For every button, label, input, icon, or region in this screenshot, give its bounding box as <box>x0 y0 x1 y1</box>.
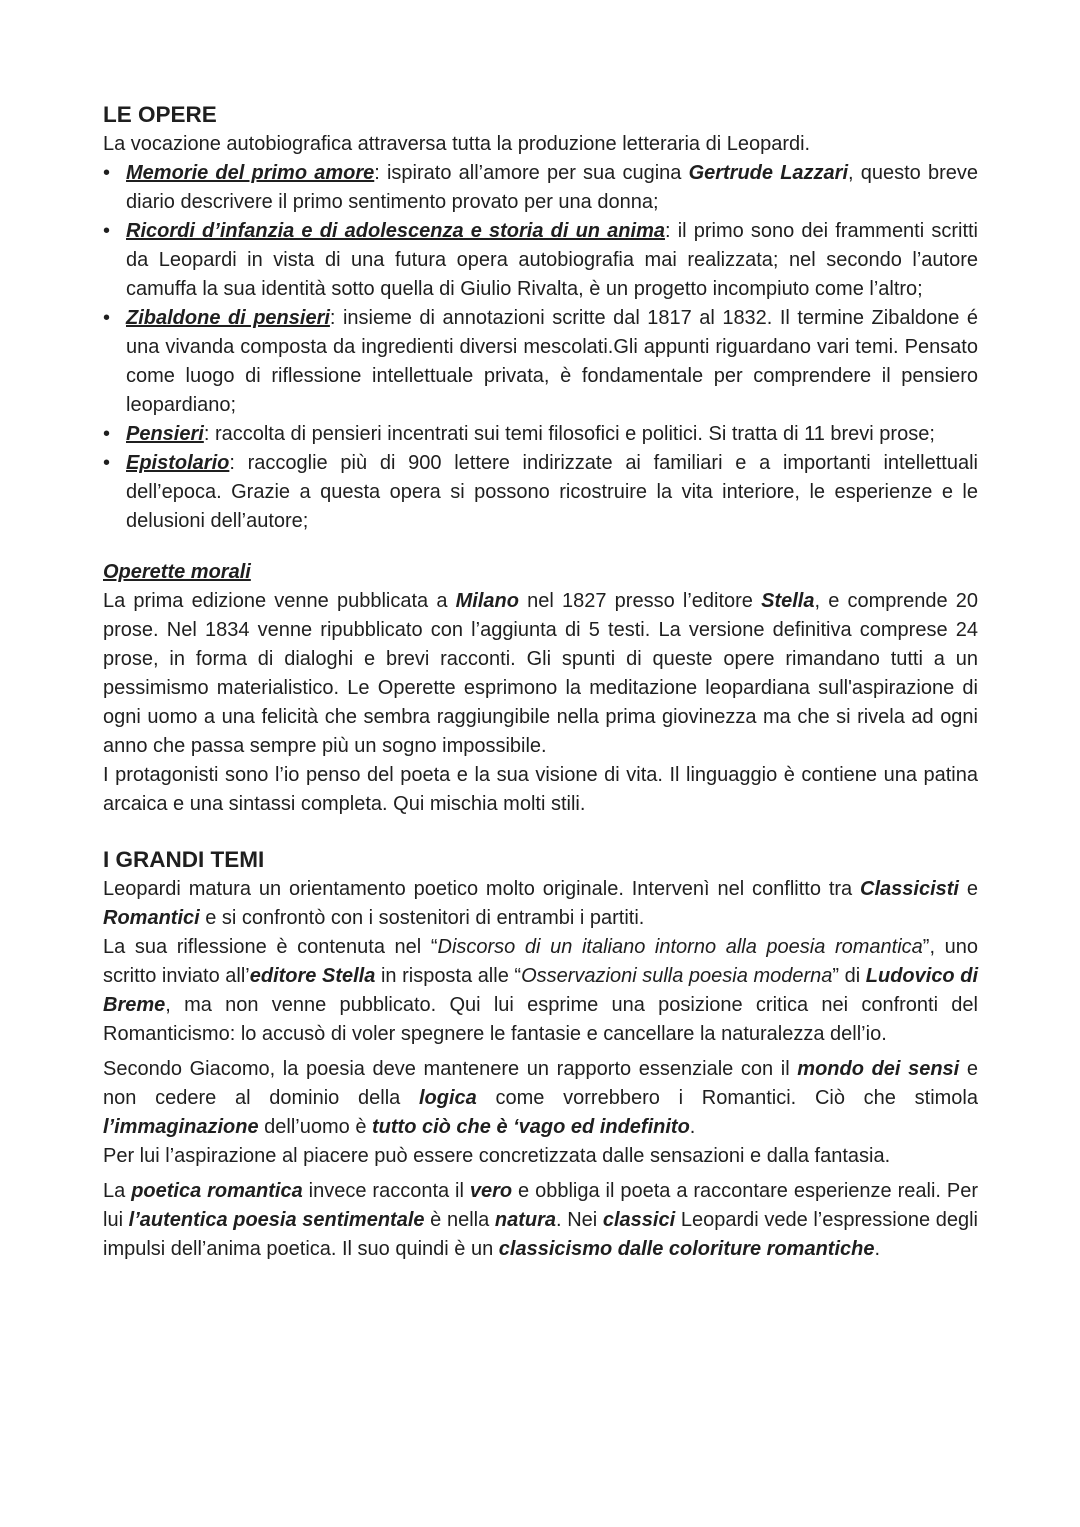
bullet-icon: • <box>103 307 111 329</box>
work-title: Pensieri <box>126 423 204 445</box>
work-citation: Osservazioni sulla poesia moderna <box>521 965 833 987</box>
person-name: Gertrude Lazzari <box>688 162 849 184</box>
list-item <box>103 304 978 420</box>
emphasis: natura <box>494 1209 556 1231</box>
temi-paragraph-3 <box>103 1055 978 1142</box>
text-run: e si confrontò con i sostenitori di entrambi i partiti. <box>199 907 645 929</box>
work-description: : ispirato all’amore per sua cugina <box>374 162 689 184</box>
text-run: dell’uomo è <box>258 1116 372 1138</box>
emphasis: mondo dei sensi <box>797 1058 960 1080</box>
temi-paragraph-2 <box>103 933 978 1049</box>
city-name: Milano <box>455 590 519 612</box>
emphasis: l’immaginazione <box>103 1116 259 1138</box>
work-description: : il primo sono dei frammenti scritti da Leopardi in vista di una futura opera autobiografia mai realizzata; nel secondo l’autore camuffa la sua identità sotto quella di Giulio Rivalta, è un progetto incompiuto come l’altro; <box>126 220 979 300</box>
work-description: : raccolta di pensieri incentrati sui temi filosofici e politici. Si tratta di 11 brevi prose; <box>203 423 935 445</box>
text-run: e non cedere al dominio della <box>103 1058 978 1109</box>
bullet-icon: • <box>103 452 111 474</box>
list-item <box>103 159 978 217</box>
temi-paragraph-4: Per lui l’aspirazione al piacere può essere concretizzata dalle sensazioni e dalla fantasia. <box>103 1145 891 1167</box>
bullet-icon: • <box>103 220 111 242</box>
emphasis: poetica romantica <box>131 1180 303 1202</box>
section-title-le-opere: LE OPERE <box>103 102 217 127</box>
work-description: : raccoglie più di 900 lettere indirizzate ai familiari e a importanti intellettuali dell’epoca. Grazie a questa opera si possono ricostruire la vita interiore, le esperienze e le delusioni dell’autore; <box>126 452 978 532</box>
temi-paragraph-5 <box>103 1177 978 1264</box>
text-run: , e comprende 20 prose. Nel 1834 venne ripubblicato con l’aggiunta di 5 testi. La versione definitiva comprese 24 prose, in forma di dialoghi e brevi racconti. Gli spunti di queste opere rimandano tutti a un pessimismo materialistico. Le Operette esprimono la meditazione leopardiana sull'aspirazione di ogni uomo a una felicità che sembra raggiungibile nella prima giovinezza ma che si rivela ad ogni anno che passa sempre più un sogno impossibile. <box>103 590 978 757</box>
text-run: in risposta alle “ <box>375 965 522 987</box>
emphasis: Classicisti <box>860 878 959 900</box>
bullet-icon: • <box>103 162 111 184</box>
emphasis: Romantici <box>103 907 200 929</box>
operette-paragraph-2: I protagonisti sono l’io penso del poeta e la sua visione di vita. Il linguaggio è contiene una patina arcaica e una sintassi completa. Qui mischia molti stili. <box>103 764 978 815</box>
opere-intro: La vocazione autobiografica attraversa tutta la produzione letteraria di Leopardi. <box>103 133 811 155</box>
text-run: , ma non venne pubblicato. Qui lui esprime una posizione critica nei confronti del Romanticismo: lo accusò di voler spegnere le fantasie e cancellare la naturalezza dell’io. <box>103 994 978 1045</box>
emphasis: editore Stella <box>249 965 376 987</box>
bullet-icon: • <box>103 423 111 445</box>
works-list <box>103 159 978 536</box>
emphasis: l’autentica poesia sentimentale <box>128 1209 425 1231</box>
emphasis: logica <box>419 1087 477 1109</box>
list-item <box>103 449 978 536</box>
work-citation: Discorso di un italiano intorno alla poesia romantica <box>437 936 923 958</box>
list-item <box>103 217 978 304</box>
text-run: Leopardi matura un orientamento poetico molto originale. Intervenì nel conflitto tra <box>103 878 861 900</box>
work-description: , questo breve diario descrivere il primo sentimento provato per una donna; <box>126 162 978 213</box>
person-name: Ludovico di Breme <box>103 965 978 1016</box>
editor-name: Stella <box>761 590 815 612</box>
text-run: nel 1827 presso l’editore <box>518 590 762 612</box>
emphasis: classicismo dalle coloriture romantiche <box>498 1238 875 1260</box>
text-run: Secondo Giacomo, la poesia deve mantenere un rapporto essenziale con il <box>103 1058 798 1080</box>
work-title: Epistolario <box>126 452 230 474</box>
subsection-title-operette-morali: Operette morali <box>103 561 251 583</box>
section-title-grandi-temi: I GRANDI TEMI <box>103 847 265 872</box>
work-title: Zibaldone di pensieri <box>126 307 330 329</box>
text-run: . <box>874 1238 881 1260</box>
text-run: La <box>103 1180 132 1202</box>
text-run: Leopardi vede l’espressione degli impulsi dell’anima poetica. Il suo quindi è un <box>103 1209 978 1260</box>
document-page <box>103 100 978 1264</box>
work-title: Ricordi d’infanzia e di adolescenza e storia di un anima <box>126 220 665 242</box>
text-run: ” di <box>832 965 866 987</box>
text-run: invece racconta il <box>302 1180 470 1202</box>
emphasis: classici <box>602 1209 676 1231</box>
work-title: Memorie del primo amore <box>126 162 375 184</box>
text-run: e obbliga il poeta a raccontare esperienze reali. Per lui <box>103 1180 978 1231</box>
text-run: ”, uno scritto inviato all’ <box>103 936 978 987</box>
emphasis: tutto ciò che è ‘vago ed indefinito <box>372 1116 690 1138</box>
emphasis: vero <box>469 1180 513 1202</box>
work-description: : insieme di annotazioni scritte dal 1817 al 1832. Il termine Zibaldone é una vivanda composta da ingredienti diversi mescolati.Gli appunti riguardano vari temi. Pensato come luogo di riflessione intellettuale privata, è fondamentale per comprendere il pensiero leopardiano; <box>126 307 978 416</box>
text-run: . <box>689 1116 696 1138</box>
text-run: e <box>958 878 978 900</box>
text-run: come vorrebbero i Romantici. Ciò che stimola <box>476 1087 978 1109</box>
list-item <box>103 420 978 449</box>
text-run: La sua riflessione è contenuta nel “ <box>103 936 438 958</box>
text-run: La prima edizione venne pubblicata a <box>103 590 456 612</box>
text-run: . Nei <box>556 1209 603 1231</box>
operette-paragraph-1 <box>103 587 978 761</box>
text-run: è nella <box>424 1209 495 1231</box>
temi-paragraph-1 <box>103 875 978 933</box>
